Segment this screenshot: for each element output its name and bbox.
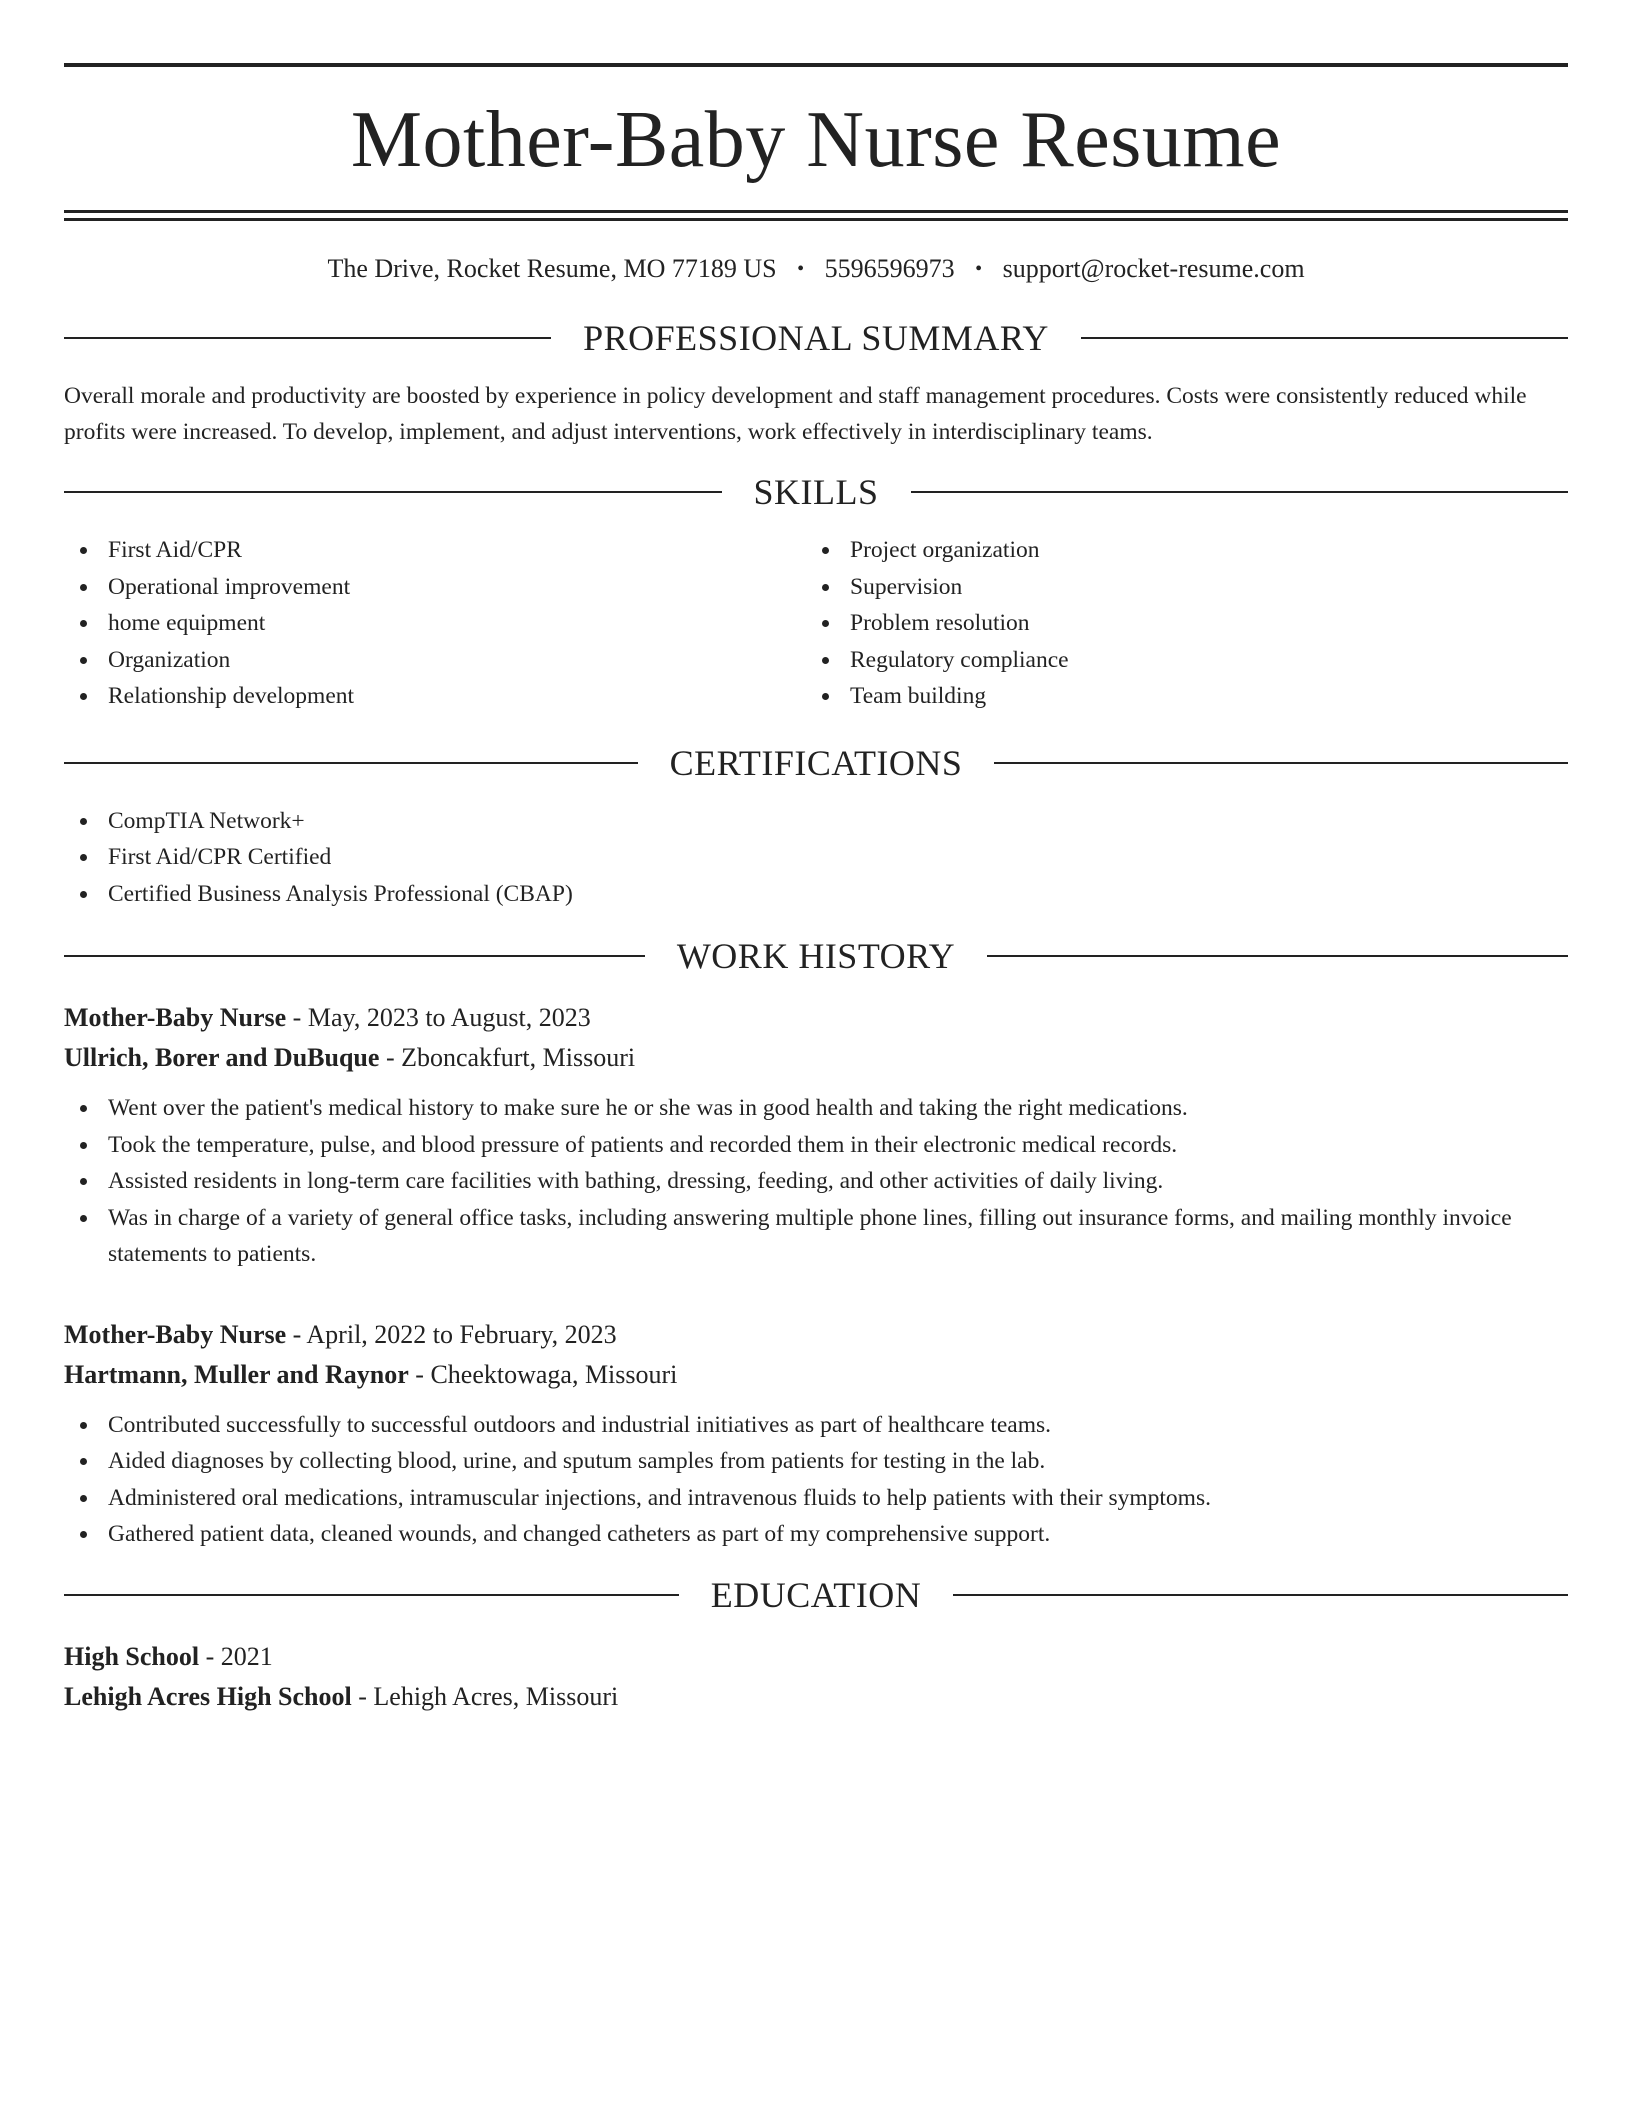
bullet-icon xyxy=(80,1458,87,1465)
list-item: Relationship development xyxy=(64,678,806,715)
bullet-icon xyxy=(822,584,829,591)
job-dates: May, 2023 to August, 2023 xyxy=(307,1003,591,1033)
section-title: PROFESSIONAL SUMMARY xyxy=(583,318,1049,359)
section-header-work-history xyxy=(64,936,1568,977)
contact-separator: • xyxy=(975,258,983,280)
list-item: Assisted residents in long-term care facilities with bathing, dressing, feeding, and other activities of daily living. xyxy=(64,1163,1568,1200)
section-rule xyxy=(64,1594,679,1596)
skills-column-right xyxy=(806,532,1548,715)
section-title: SKILLS xyxy=(753,472,879,513)
page-title: Mother-Baby Nurse Resume xyxy=(350,96,1282,184)
section-rule xyxy=(953,1594,1568,1596)
bullet-icon xyxy=(822,620,829,627)
education-school-line xyxy=(64,1677,1568,1717)
section-header-education xyxy=(64,1574,1568,1615)
section-rule xyxy=(1081,337,1568,339)
dash-separator: - xyxy=(286,1003,308,1033)
bullet-icon xyxy=(80,1142,87,1149)
dash-separator: - xyxy=(351,1681,374,1711)
bullet-icon xyxy=(80,584,87,591)
education-degree: High School xyxy=(64,1641,200,1671)
list-item: Took the temperature, pulse, and blood pressure of patients and recorded them in their electronic medical records. xyxy=(64,1127,1568,1164)
bullet-icon xyxy=(80,891,87,898)
section-rule xyxy=(64,762,638,764)
bullet-icon xyxy=(822,547,829,554)
section-header-summary xyxy=(64,318,1568,359)
bullet-icon xyxy=(80,1178,87,1185)
list-item: First Aid/CPR xyxy=(64,532,806,569)
list-item: Operational improvement xyxy=(64,569,806,606)
job-title: Mother-Baby Nurse xyxy=(64,1319,287,1349)
job-duties-list xyxy=(64,1407,1568,1553)
section-rule xyxy=(911,491,1569,493)
certifications-list xyxy=(64,803,1568,913)
section-title: EDUCATION xyxy=(710,1574,922,1615)
job-company-line xyxy=(64,1038,1568,1078)
bullet-icon xyxy=(822,657,829,664)
education-year: 2021 xyxy=(220,1641,273,1671)
job-company: Ullrich, Borer and DuBuque xyxy=(64,1043,380,1073)
list-item: Gathered patient data, cleaned wounds, and changed catheters as part of my comprehensive support. xyxy=(64,1516,1568,1553)
job-title: Mother-Baby Nurse xyxy=(64,1003,287,1033)
title-double-rule xyxy=(64,210,1568,221)
section-header-certifications xyxy=(64,742,1568,783)
bullet-icon xyxy=(80,620,87,627)
section-title: CERTIFICATIONS xyxy=(669,742,963,783)
list-item: Project organization xyxy=(806,532,1548,569)
education-location: Lehigh Acres, Missouri xyxy=(373,1681,619,1711)
list-item: First Aid/CPR Certified xyxy=(64,839,1568,876)
contact-separator: • xyxy=(797,258,805,280)
education-school: Lehigh Acres High School xyxy=(64,1681,352,1711)
list-item: Administered oral medications, intramuscular injections, and intravenous fluids to help patients with their symptoms. xyxy=(64,1480,1568,1517)
dash-separator: - xyxy=(379,1043,402,1073)
section-rule xyxy=(987,955,1568,957)
dash-separator: - xyxy=(286,1319,307,1349)
job-title-line xyxy=(64,998,1568,1038)
list-item: Went over the patient's medical history to make sure he or she was in good health and taking the right medications. xyxy=(64,1090,1568,1127)
list-item: Organization xyxy=(64,642,806,679)
skills-list xyxy=(64,532,1568,715)
contact-address: The Drive, Rocket Resume, MO 77189 US xyxy=(327,254,777,283)
education-degree-line xyxy=(64,1637,1568,1677)
list-item: CompTIA Network+ xyxy=(64,803,1568,840)
list-item: Team building xyxy=(806,678,1548,715)
list-item: Certified Business Analysis Professional (CBAP) xyxy=(64,876,1568,913)
dash-separator: - xyxy=(408,1359,431,1389)
summary-text: Overall morale and productivity are boosted by experience in policy development and staff management procedures. Costs were consistently reduced while profits were increased. To develop, implement, and adjust interventions, work effectively in interdisciplinary teams. xyxy=(64,383,1527,446)
job-entry xyxy=(64,1315,1568,1553)
job-company-line xyxy=(64,1355,1568,1395)
section-rule xyxy=(64,491,722,493)
contact-email: support@rocket-resume.com xyxy=(1002,254,1305,283)
section-rule xyxy=(64,955,645,957)
bullet-icon xyxy=(80,1531,87,1538)
bullet-icon xyxy=(80,818,87,825)
contact-phone: 5596596973 xyxy=(824,254,955,283)
job-duties-list xyxy=(64,1090,1568,1273)
list-item: Contributed successfully to successful outdoors and industrial initiatives as part of healthcare teams. xyxy=(64,1407,1568,1444)
list-item: Was in charge of a variety of general office tasks, including answering multiple phone lines, filling out insurance forms, and mailing monthly invoice statements to patients. xyxy=(64,1200,1568,1273)
list-item: home equipment xyxy=(64,605,806,642)
job-company: Hartmann, Muller and Raynor xyxy=(64,1359,409,1389)
job-dates: April, 2022 to February, 2023 xyxy=(306,1319,617,1349)
top-rule xyxy=(64,63,1568,67)
bullet-icon xyxy=(822,693,829,700)
bullet-icon xyxy=(80,1495,87,1502)
job-location: Cheektowaga, Missouri xyxy=(430,1359,678,1389)
job-title-line xyxy=(64,1315,1568,1355)
list-item: Supervision xyxy=(806,569,1548,606)
list-item: Aided diagnoses by collecting blood, urine, and sputum samples from patients for testing in the lab. xyxy=(64,1443,1568,1480)
contact-line xyxy=(64,253,1568,284)
bullet-icon xyxy=(80,854,87,861)
section-rule xyxy=(64,337,551,339)
bullet-icon xyxy=(80,547,87,554)
section-rule xyxy=(994,762,1568,764)
dash-separator: - xyxy=(199,1641,221,1671)
job-location: Zboncakfurt, Missouri xyxy=(401,1043,636,1073)
job-entry xyxy=(64,998,1568,1273)
bullet-icon xyxy=(80,1215,87,1222)
bullet-icon xyxy=(80,657,87,664)
bullet-icon xyxy=(80,1422,87,1429)
section-title: WORK HISTORY xyxy=(676,936,956,977)
bullet-icon xyxy=(80,1105,87,1112)
education-entry xyxy=(64,1637,1568,1717)
section-header-skills xyxy=(64,472,1568,513)
bullet-icon xyxy=(80,693,87,700)
list-item: Problem resolution xyxy=(806,605,1548,642)
skills-column-left xyxy=(64,532,806,715)
list-item: Regulatory compliance xyxy=(806,642,1548,679)
